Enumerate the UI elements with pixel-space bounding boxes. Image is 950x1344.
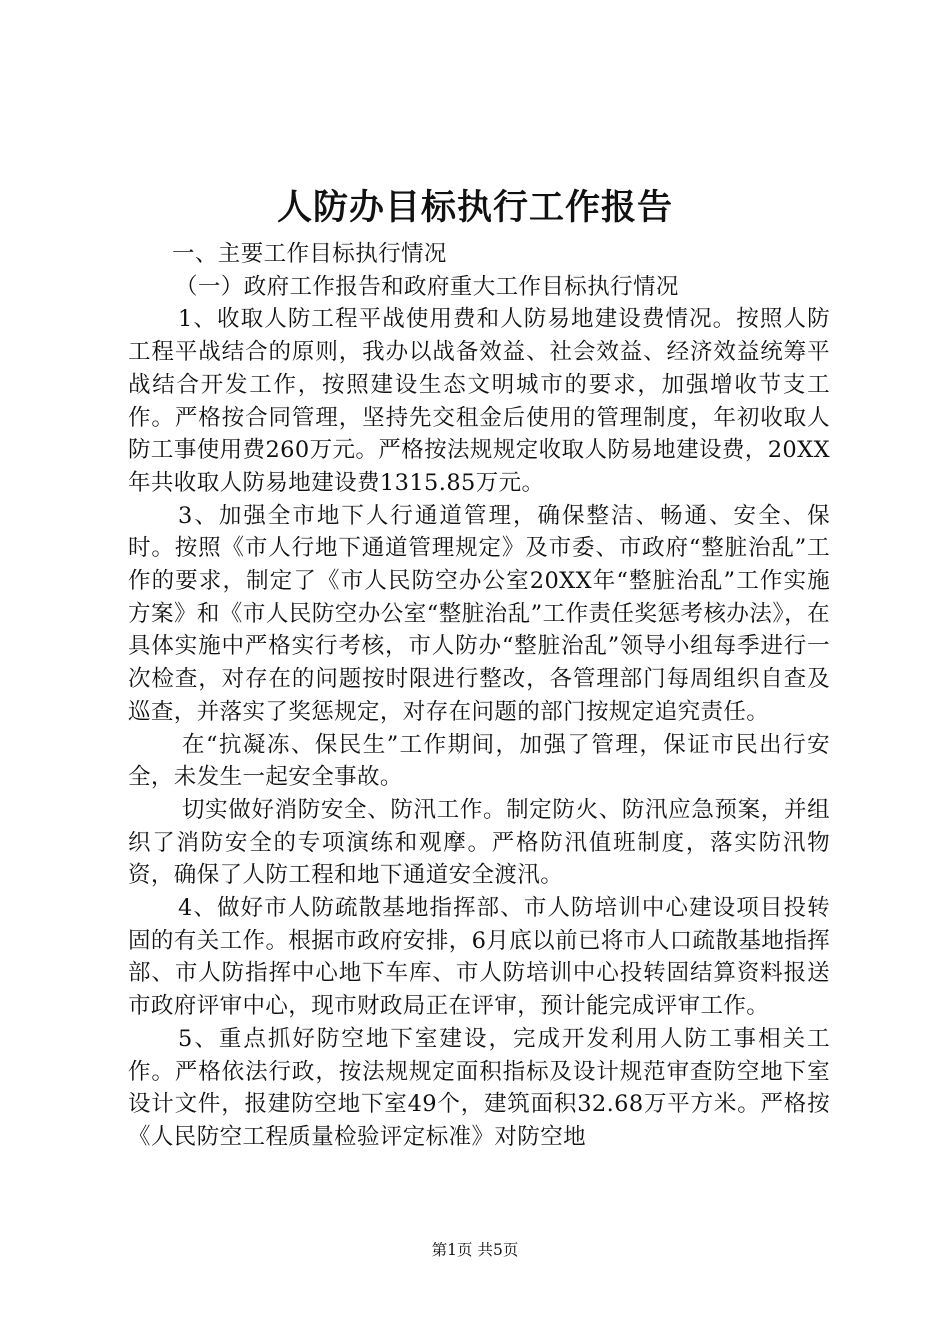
document-title: 人防办目标执行工作报告 [276, 187, 673, 228]
document-body [128, 238, 830, 1154]
paragraph-evacuation-base: 4、做好市人防疏散基地指挥部、市人防培训中心建设项目投转固的有关工作。根据市政府安排，6月底以前已将市人口疏散基地指挥部、市人防指挥中心地下车库、市人防培训中心投转固结算资料报送市政府评审中心，现市财政局正在评审，预计能完成评审工作。 [128, 895, 830, 1020]
paragraph-air-defense-basement: 5、重点抓好防空地下室建设，完成开发利用人防工事相关工作。严格依法行政，按法规规定面积指标及设计规范审查防空地下室设计文件，报建防空地下室49个，建筑面积32.68万平方米。严格按《人民防空工程质量检验评定标准》对防空地 [128, 1025, 830, 1150]
paragraph-fire-flood-safety: 切实做好消防安全、防汛工作。制定防火、防汛应急预案，并组织了消防安全的专项演练和观摩。严格防汛值班制度，落实防汛物资，确保了人防工程和地下通道安全渡汛。 [128, 796, 830, 889]
paragraph-freeze-safety: 在“抗凝冻、保民生”工作期间，加强了管理，保证市民出行安全，未发生一起安全事故。 [128, 731, 830, 791]
page-footer: 第1页 共5页 [431, 1241, 519, 1259]
section-heading-2: （一）政府工作报告和政府重大工作目标执行情况 [175, 273, 679, 300]
paragraph-fee-collection: 1、收取人防工程平战使用费和人防易地建设费情况。按照人防工程平战结合的原则，我办以战备效益、社会效益、经济效益统筹平战结合开发工作，按照建设生态文明城市的要求，加强增收节支工作。严格按合同管理，坚持先交租金后使用的管理制度，年初收取人防工事使用费260万元。严格按法规规定收取人防易地建设费，20XX年共收取人防易地建设费1315.85万元。 [128, 306, 830, 496]
paragraph-underpass-management: 3、加强全市地下人行通道管理，确保整洁、畅通、安全、保时。按照《市人行地下通道管理规定》及市委、市政府“整脏治乱”工作的要求，制定了《市人民防空办公室20XX年“整脏治乱”工作实施方案》和《市人民防空办公室“整脏治乱”工作责任奖惩考核办法》，在具体实施中严格实行考核，市人防办“整脏治乱”领导小组每季进行一次检查，对存在的问题按时限进行整改，各管理部门每周组织自查及巡查，并落实了奖惩规定，对存在问题的部门按规定追究责任。 [128, 502, 830, 725]
section-heading-1: 一、主要工作目标执行情况 [172, 241, 447, 267]
